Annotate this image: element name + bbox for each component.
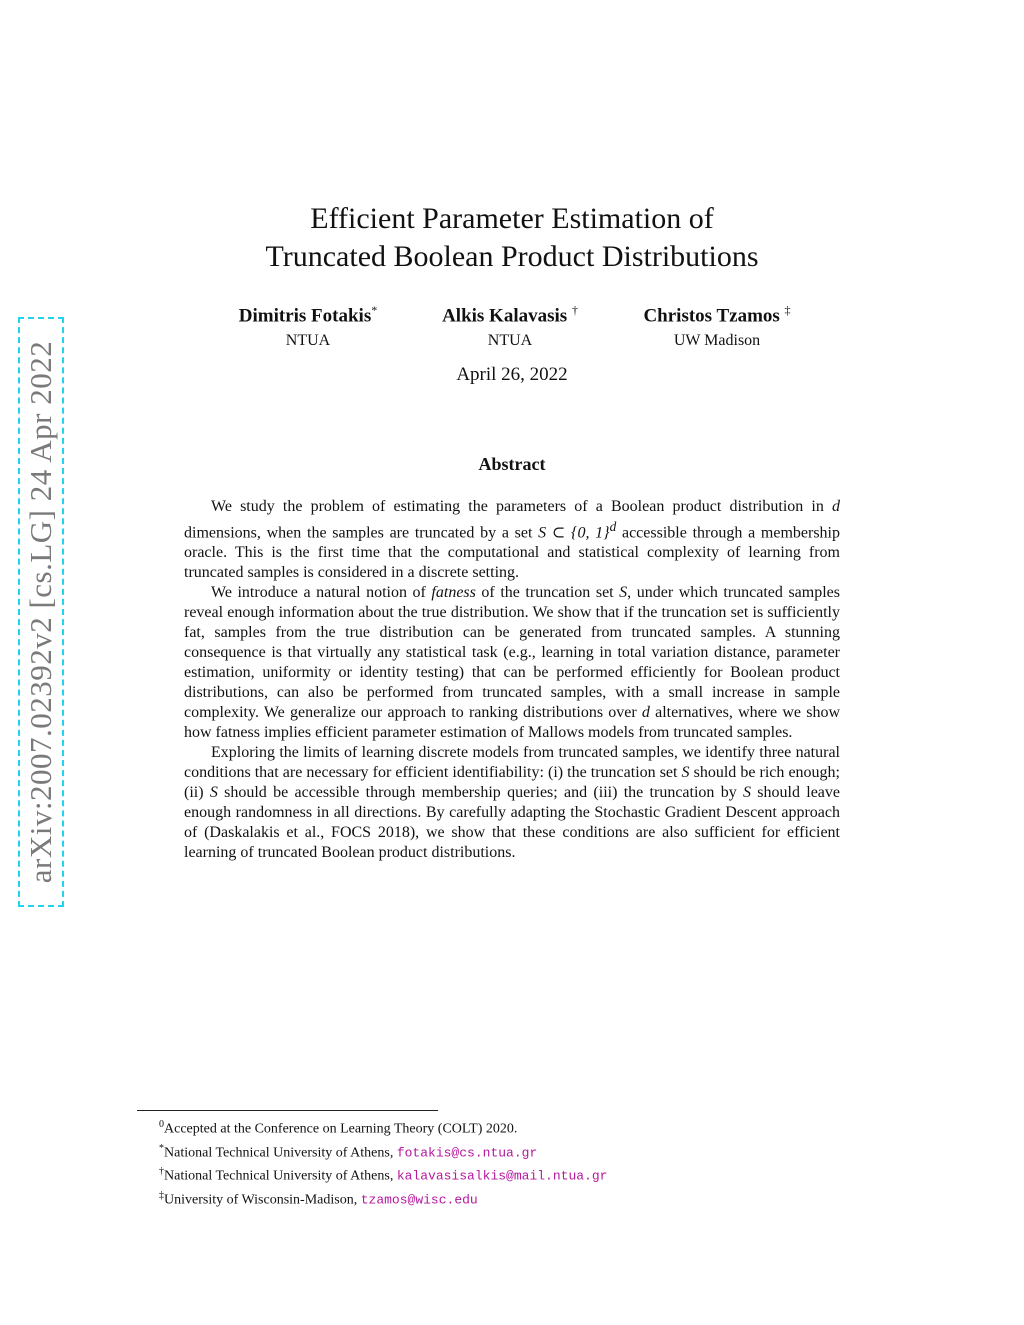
math-variable: d bbox=[832, 498, 840, 515]
text-run: , under which truncated samples reveal enough information about the true distribution. We show that if the truncation set is sufficiently fat, samples from the true distribution can be generated from truncated samples. A stunning consequence is that virtually any statistical task (e.g., learning in total variation distance, parameter estimation, uniformity or identity testing) that can be performed efficiently for Boolean product distributions, can also be performed from truncated samples, with a small increase in sample complexity. We generalize our approach to ranking distributions over bbox=[184, 584, 840, 722]
text-run: accessible through a membership oracle. This is the first time that the computational and statistical complexity of learning from truncated samples is considered in a discrete setting. bbox=[184, 524, 840, 582]
math-variable: S bbox=[743, 784, 751, 802]
math-superscript: d bbox=[609, 519, 617, 534]
footnote-mark: 0 bbox=[159, 1119, 164, 1130]
text-run: should be accessible through membership queries; and (iii) the truncation by bbox=[217, 784, 743, 802]
footnote-2 bbox=[159, 1162, 607, 1186]
email-link[interactable]: tzamos@wisc.edu bbox=[360, 1192, 478, 1208]
footnote-text: University of Wisconsin-Madison, bbox=[164, 1192, 361, 1208]
footnote-0 bbox=[159, 1115, 607, 1139]
author-3 bbox=[622, 296, 812, 352]
text-run: We study the problem of estimating the parameters of a Boolean product distribution in bbox=[211, 498, 832, 515]
abstract-paragraph-3 bbox=[184, 743, 840, 863]
math-variable: S bbox=[209, 784, 218, 802]
math-variable: S bbox=[681, 764, 690, 782]
author-1 bbox=[218, 296, 398, 352]
author-affiliation: UW Madison bbox=[673, 332, 761, 350]
email-link[interactable]: fotakis@cs.ntua.gr bbox=[396, 1145, 538, 1161]
arxiv-identifier-text: arXiv:2007.02392v2 [cs.LG] 24 Apr 2022 bbox=[23, 340, 58, 884]
paper-date: April 26, 2022 bbox=[456, 364, 568, 385]
paper-title bbox=[0, 200, 1024, 276]
footnote-mark: ‡ bbox=[159, 1189, 164, 1201]
arxiv-identifier-stamp bbox=[18, 317, 64, 907]
author-name: Alkis Kalavasis bbox=[442, 305, 568, 327]
text-run: dimensions, when the samples are truncated by a set bbox=[184, 524, 539, 542]
text-run: We introduce a natural notion of bbox=[211, 584, 432, 602]
author-mark: * bbox=[371, 303, 378, 317]
abstract-heading: Abstract bbox=[478, 454, 546, 474]
text-run: Exploring the limits of learning discrete models from truncated samples, we identify three natural conditions that are necessary for efficient identifiability: (i) the truncation set bbox=[184, 744, 840, 782]
footnote-3 bbox=[159, 1186, 607, 1210]
footnote-text: National Technical University of Athens, bbox=[164, 1145, 397, 1161]
text-run: should be rich enough; (ii) bbox=[184, 764, 840, 802]
author-mark: † bbox=[571, 303, 578, 317]
math-expression: S ⊂ {0, 1} bbox=[538, 524, 610, 542]
abstract-paragraph-2 bbox=[184, 583, 840, 743]
abstract-body bbox=[184, 497, 840, 863]
footnote-mark: * bbox=[159, 1142, 164, 1154]
title-line-1: Efficient Parameter Estimation of bbox=[310, 202, 714, 235]
author-affiliation: NTUA bbox=[285, 332, 331, 350]
text-run: of the truncation set bbox=[475, 584, 620, 602]
text-run: should leave enough randomness in all directions. By carefully adapting the Stochastic Gradient Descent approach of (Daskalakis et al., FOCS 2018), we show that these conditions are also sufficient for efficient learning of truncated Boolean product distributions. bbox=[184, 784, 841, 862]
author-name: Christos Tzamos bbox=[643, 305, 780, 327]
abstract-paragraph-1 bbox=[184, 497, 840, 583]
footnote-1 bbox=[159, 1139, 607, 1163]
footnote-text: National Technical University of Athens, bbox=[164, 1168, 397, 1184]
footnote-text: Accepted at the Conference on Learning Theory (COLT) 2020. bbox=[164, 1121, 518, 1137]
author-name: Dimitris Fotakis bbox=[238, 305, 372, 327]
footnote-mark: † bbox=[159, 1166, 164, 1178]
footnotes bbox=[159, 1115, 607, 1210]
author-2 bbox=[420, 296, 600, 352]
footnote-rule bbox=[137, 1110, 438, 1111]
title-line-2: Truncated Boolean Product Distributions bbox=[265, 240, 759, 273]
math-variable: d bbox=[641, 704, 650, 722]
math-variable: S bbox=[619, 584, 628, 602]
author-mark: ‡ bbox=[784, 303, 791, 317]
emphasis: fatness bbox=[431, 584, 476, 602]
email-link[interactable]: kalavasisalkis@mail.ntua.gr bbox=[396, 1168, 608, 1184]
author-affiliation: NTUA bbox=[487, 332, 533, 350]
text-run: alternatives, where we show how fatness implies efficient parameter estimation of Mallows models from truncated samples. bbox=[184, 704, 841, 742]
